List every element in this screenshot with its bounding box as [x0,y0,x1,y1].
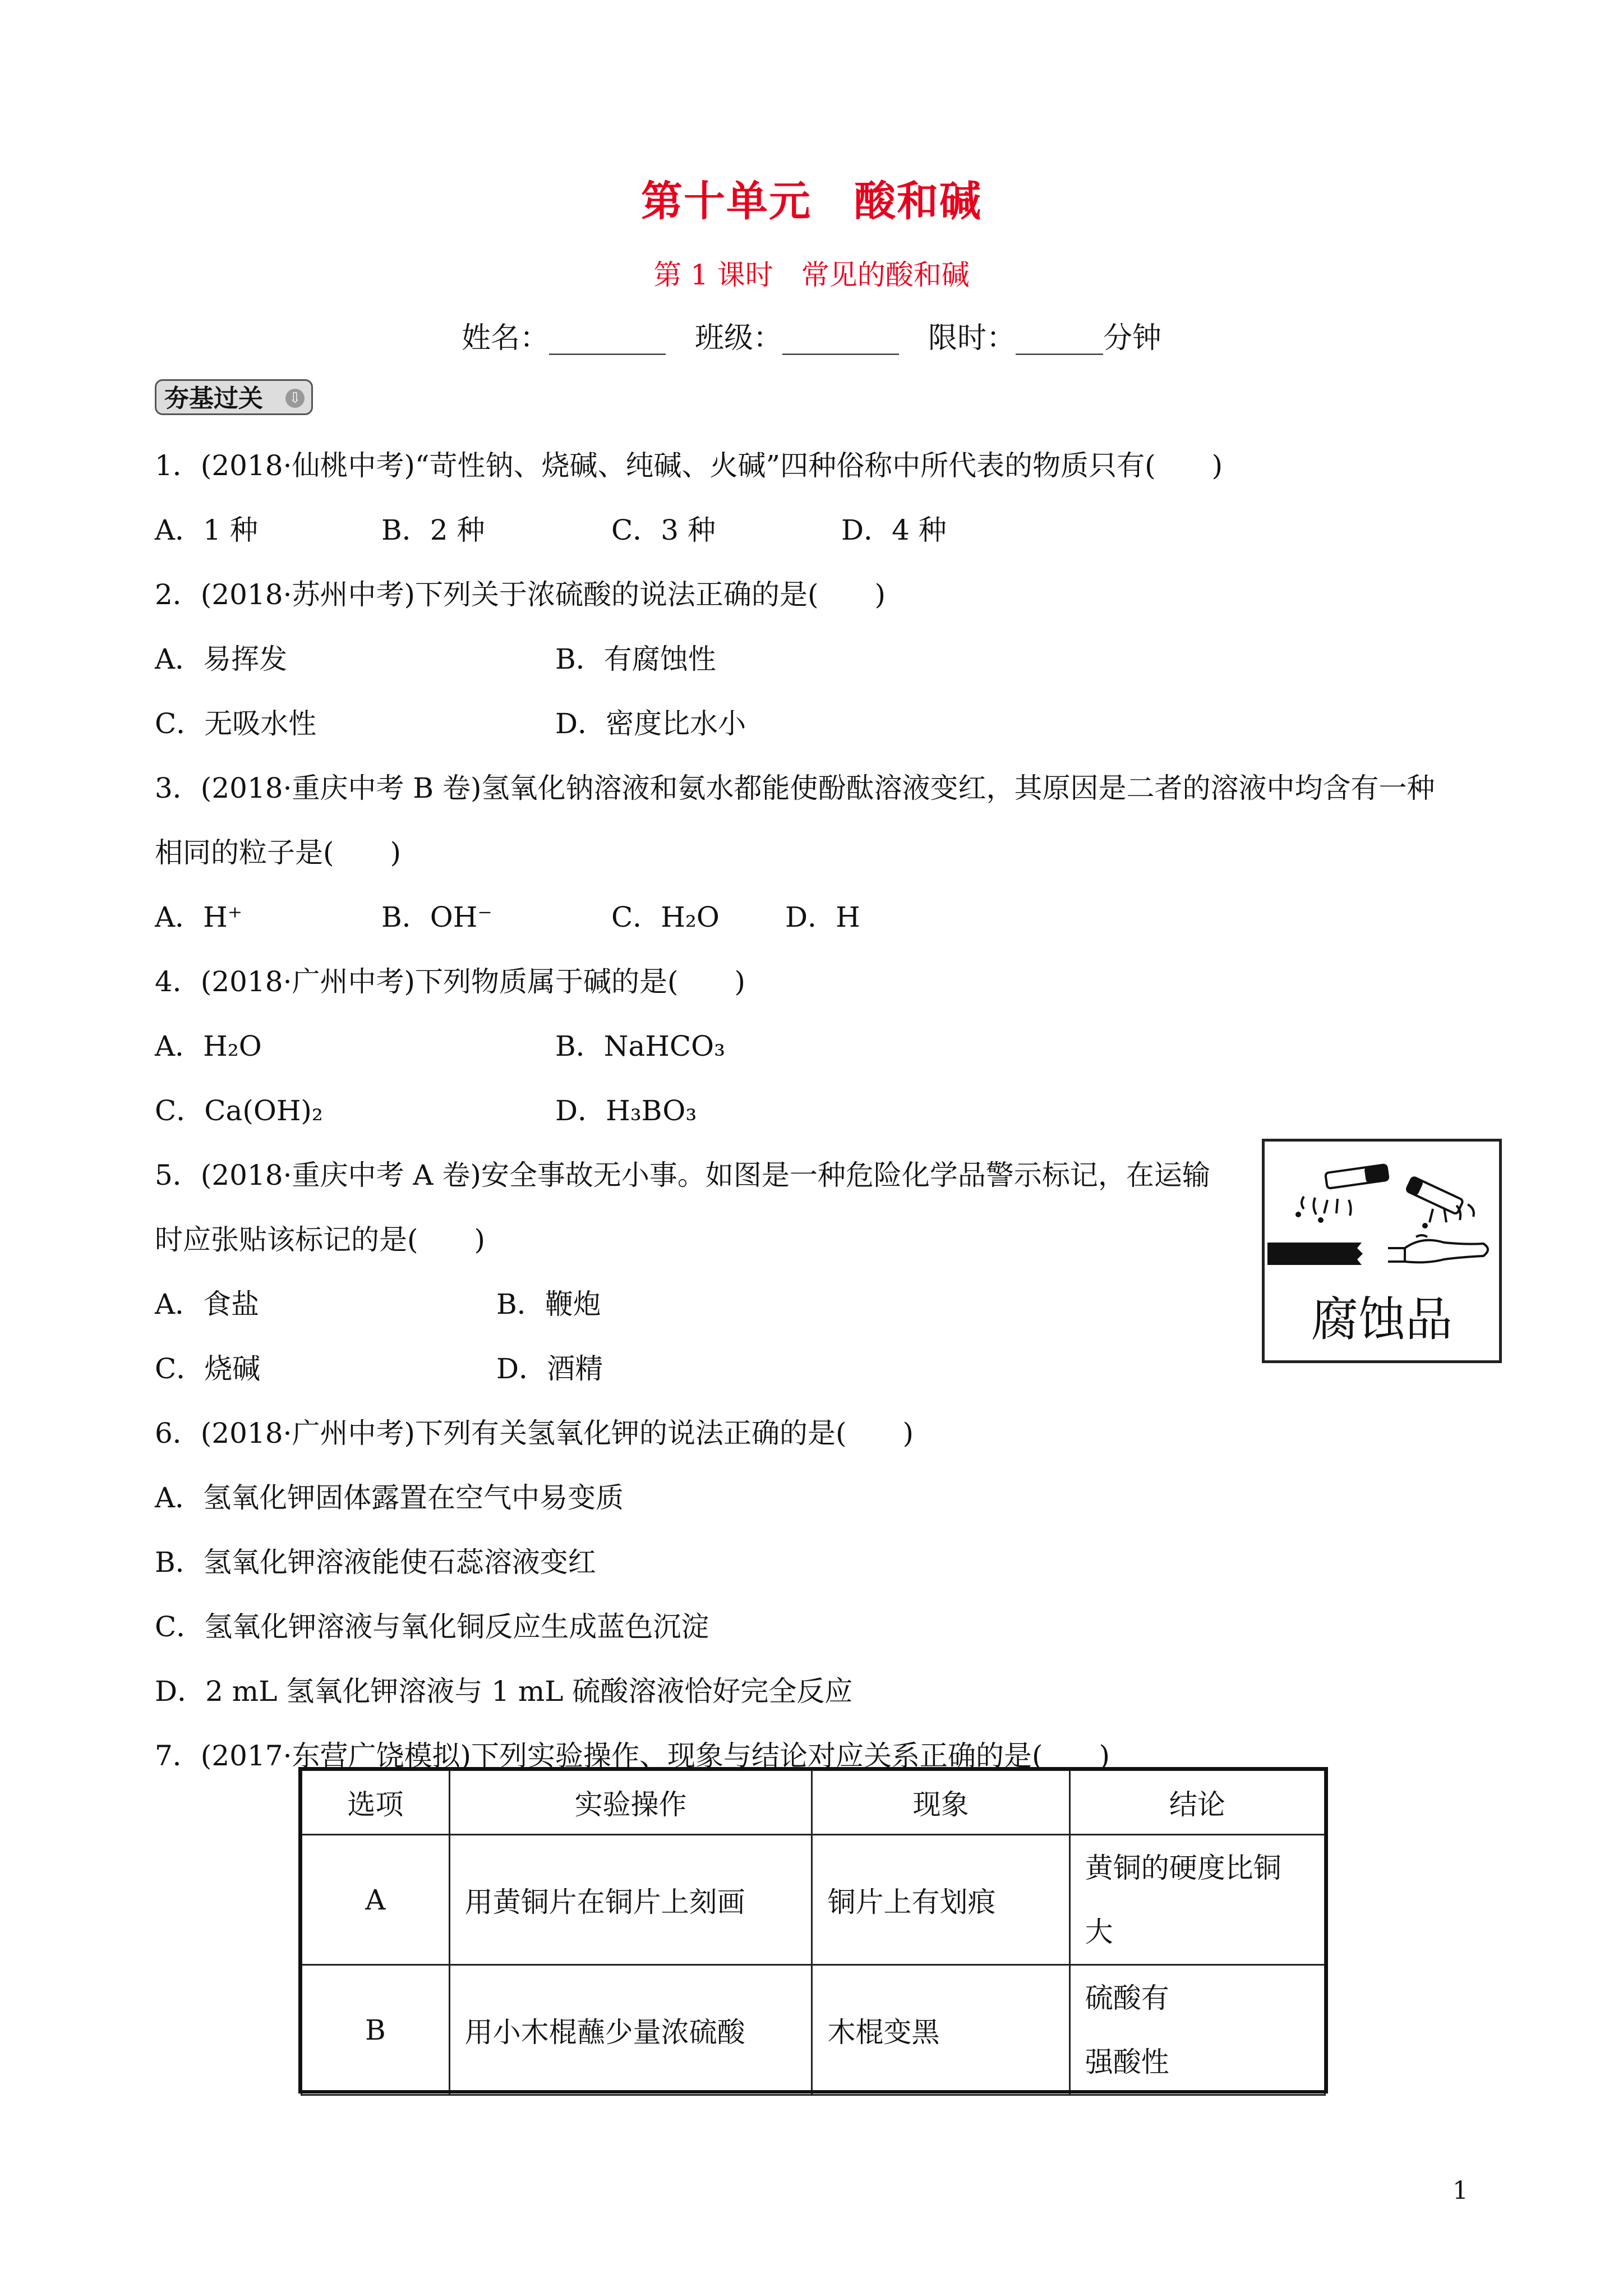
question-1-option-b: B．2 种 [381,514,485,546]
student-info-line: 姓名：________ 班级：________ 限时：______分钟 [461,321,1161,355]
question-6-option-d: D．2 mL 氢氧化钾溶液与 1 mL 硫酸溶液恰好完全反应 [155,1675,853,1708]
question-1-option-a: A．1 种 [155,514,258,546]
corrosive-warning-sign [1262,1139,1502,1363]
question-7-stem: 7．(2017·东营广饶模拟)下列实验操作、现象与结论对应关系正确的是( ) [155,1740,1110,1772]
question-2-option-b: B．有腐蚀性 [555,643,716,675]
sign-label: 腐蚀品 [1311,1292,1453,1347]
conclusion-line: 大 [1085,1915,1113,1948]
question-3-option-b: B．OH⁻ [381,901,492,933]
experiment-table [301,1769,1326,2096]
question-6-option-c: C．氢氧化钾溶液与氧化铜反应生成蓝色沉淀 [155,1611,709,1643]
question-1-stem: 1．(2018·仙桃中考)“苛性钠、烧碱、纯碱、火碱”四种俗称中所代表的物质只有( ) [155,449,1223,482]
question-2-option-c: C．无吸水性 [155,707,317,740]
conclusion-line: 硫酸有 [1085,1981,1169,2014]
question-5-option-d: D．酒精 [496,1352,603,1385]
question-5-option-a: A．食盐 [155,1288,260,1320]
table-cell-conclusion [1069,1965,1325,2095]
page-number: 1 [1453,2177,1468,2205]
question-2-option-d: D．密度比水小 [555,707,746,740]
question-2-option-a: A．易挥发 [155,643,288,675]
table-header-cell: 实验操作 [449,1770,812,1835]
question-4-option-b: B．NaHCO₃ [555,1030,726,1062]
table-cell-option: A [302,1835,450,1965]
table-cell-option: B [302,1965,450,2095]
lesson-subtitle: 第 1 课时 常见的酸和碱 [653,259,970,291]
table-header-cell: 结论 [1069,1770,1325,1835]
question-6-stem: 6．(2018·广州中考)下列有关氢氧化钾的说法正确的是( ) [155,1417,914,1450]
page-title: 第十单元 酸和碱 [641,177,982,226]
question-5-stem-line-2: 时应张贴该标记的是( ) [155,1223,486,1256]
table-header-cell: 选项 [302,1770,450,1835]
conclusion-line: 黄铜的硬度比铜 [1085,1851,1281,1884]
table-cell-phenomenon: 铜片上有划痕 [812,1835,1069,1965]
table-row [302,1965,1325,2095]
corrosive-pictogram-icon [1265,1142,1499,1276]
section-badge-label: 夯基过关 [164,384,263,413]
question-3-stem-line-2: 相同的粒子是( ) [155,836,402,869]
question-6-option-b: B．氢氧化钾溶液能使石蕊溶液变红 [155,1546,596,1579]
question-4-stem: 4．(2018·广州中考)下列物质属于碱的是( ) [155,965,745,998]
conclusion-line: 强酸性 [1085,2045,1169,2078]
question-5-option-b: B．鞭炮 [496,1288,601,1320]
table-cell-conclusion [1069,1835,1325,1965]
section-badge [155,379,313,415]
question-1-option-d: D．4 种 [841,514,947,546]
question-4-option-c: C．Ca(OH)₂ [155,1094,323,1127]
table-row [302,1835,1325,1965]
question-3-option-d: D．H [785,901,860,933]
table-cell-operation: 用小木棍蘸少量浓硫酸 [449,1965,812,2095]
question-1-option-c: C．3 种 [611,514,716,546]
table-header-cell: 现象 [812,1770,1069,1835]
table-cell-phenomenon: 木棍变黑 [812,1965,1069,2095]
question-3-stem-line-1: 3．(2018·重庆中考 B 卷)氢氧化钠溶液和氨水都能使酚酞溶液变红，其原因是二者的溶液中均含有一种 [155,772,1435,804]
question-6-option-a: A．氢氧化钾固体露置在空气中易变质 [155,1481,624,1514]
question-3-option-a: A．H⁺ [155,901,243,933]
question-3-option-c: C．H₂O [611,901,720,933]
table-header-row [302,1770,1325,1835]
down-arrow-icon: ⇩ [285,389,305,408]
question-4-option-d: D．H₃BO₃ [555,1094,697,1127]
question-5-stem-line-1: 5．(2018·重庆中考 A 卷)安全事故无小事。如图是一种危险化学品警示标记，在运输 [155,1159,1210,1191]
question-2-stem: 2．(2018·苏州中考)下列关于浓硫酸的说法正确的是( ) [155,578,886,611]
question-4-option-a: A．H₂O [155,1030,262,1062]
table-cell-operation: 用黄铜片在铜片上刻画 [449,1835,812,1965]
question-5-option-c: C．烧碱 [155,1352,261,1385]
